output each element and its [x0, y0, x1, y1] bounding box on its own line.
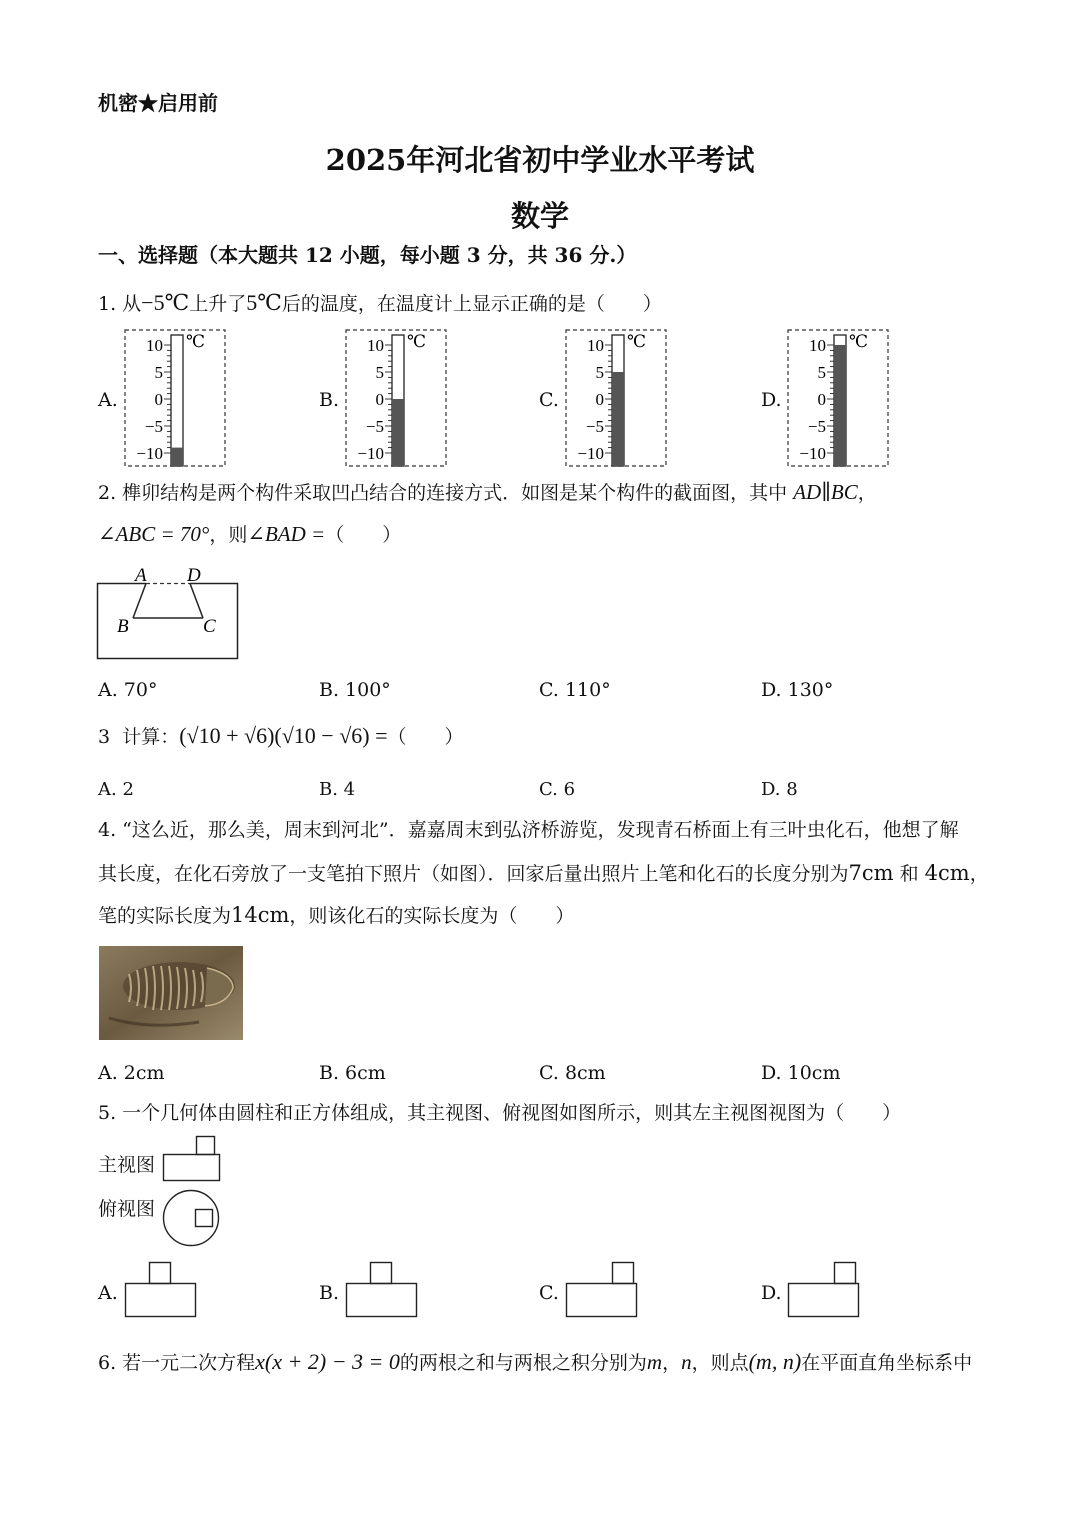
scale-label: 10: [587, 336, 604, 355]
label-B: B: [117, 616, 129, 637]
label-C: C: [203, 616, 216, 637]
q4-option-b[interactable]: B. 6cm: [319, 1062, 386, 1084]
secret-label: 机密★启用前: [98, 91, 218, 115]
q5-text: 5. 一个几何体由圆柱和正方体组成，其主视图、俯视图如图所示，则其左主视图视图为（ ）: [98, 1102, 902, 1124]
scale-label: 0: [375, 390, 384, 409]
q5-option-b-letter[interactable]: B.: [319, 1282, 340, 1304]
q2-line1: 2. 榫卯结构是两个构件采取凹凸结合的连接方式．如图是某个构件的截面图，其中 AD∥BC，: [98, 480, 877, 504]
unit-label: ℃: [186, 332, 206, 351]
scale-label: 10: [146, 336, 163, 355]
mercury-column: [171, 448, 183, 466]
q4-line3: 笔的实际长度为14cm，则该化石的实际长度为（ ）: [98, 903, 575, 927]
scale-label: 0: [154, 390, 163, 409]
top-view-figure: [162, 1188, 222, 1248]
scale-label: −10: [799, 444, 826, 463]
front-view-label: 主视图: [98, 1154, 156, 1176]
subject-title: 数学: [510, 199, 569, 233]
scale-label: −10: [357, 444, 384, 463]
q2-option-d[interactable]: D. 130°: [761, 679, 834, 701]
q3-text: 3 计算：(√10 + √6)(√10 − √6) =（ ）: [98, 723, 464, 748]
q4-line1: 4. “这么近，那么美，周末到河北”．嘉嘉周末到弘济桥游览，发现青石桥面上有三叶虫化石，他想了解: [98, 819, 959, 841]
q3-option-a[interactable]: A. 2: [98, 779, 134, 800]
q1-option-c-letter[interactable]: C.: [539, 389, 559, 411]
q1-option-d-letter[interactable]: D.: [761, 389, 782, 411]
label-D: D: [187, 565, 201, 586]
q5-option-d-letter[interactable]: D.: [761, 1282, 782, 1304]
q1-option-a-thermometer[interactable]: [124, 329, 228, 469]
scale-label: −10: [136, 444, 163, 463]
q5-option-a-letter[interactable]: A.: [98, 1282, 118, 1304]
q3-option-c[interactable]: C. 6: [539, 779, 576, 800]
scale-label: 5: [154, 363, 163, 382]
scale-label: 10: [809, 336, 826, 355]
q5-option-b-figure[interactable]: [345, 1260, 421, 1320]
mercury-column: [392, 399, 404, 466]
scale-label: −5: [585, 417, 604, 436]
q2-option-c[interactable]: C. 110°: [539, 679, 611, 701]
mercury-column: [612, 372, 624, 466]
q2-line2: ∠ABC = 70°，则∠BAD =（ ）: [98, 522, 402, 546]
scale-label: −5: [144, 417, 163, 436]
scale-label: 0: [817, 390, 826, 409]
scale-label: 10: [367, 336, 384, 355]
scale-label: 5: [595, 363, 604, 382]
q5-option-c-letter[interactable]: C.: [539, 1282, 559, 1304]
scale-label: 5: [817, 363, 826, 382]
q1-option-a-letter[interactable]: A.: [98, 389, 118, 411]
q1-text: 1. 从−5℃上升了5℃后的温度，在温度计上显示正确的是（ ）: [98, 290, 662, 315]
q1-option-d-thermometer[interactable]: [787, 329, 891, 469]
q1-option-b-thermometer[interactable]: [345, 329, 449, 469]
top-view-label: 俯视图: [98, 1198, 156, 1220]
scale-label: −5: [365, 417, 384, 436]
mercury-column: [834, 345, 846, 466]
q5-option-d-figure[interactable]: [787, 1260, 863, 1320]
q2-option-b[interactable]: B. 100°: [319, 679, 391, 701]
q2-figure: [96, 562, 242, 662]
q1-option-b-letter[interactable]: B.: [319, 389, 340, 411]
front-view-figure: [162, 1135, 222, 1183]
unit-label: ℃: [849, 332, 869, 351]
fossil-photo: [99, 946, 243, 1040]
scale-label: −5: [807, 417, 826, 436]
scale-label: 5: [375, 363, 384, 382]
q3-option-b[interactable]: B. 4: [319, 779, 356, 800]
q4-option-c[interactable]: C. 8cm: [539, 1062, 606, 1084]
q4-option-d[interactable]: D. 10cm: [761, 1062, 841, 1084]
q4-option-a[interactable]: A. 2cm: [98, 1062, 165, 1084]
q2-option-a[interactable]: A. 70°: [98, 679, 158, 701]
q6-text: 6. 若一元二次方程x(x + 2) − 3 = 0的两根之和与两根之积分别为m，n，则点(m, n)在平面直角坐标系中: [98, 1349, 973, 1374]
q4-line2: 其长度，在化石旁放了一支笔拍下照片（如图）．回家后量出照片上笔和化石的长度分别为7cm 和 4cm，: [98, 861, 989, 885]
label-A: A: [135, 565, 147, 586]
scale-label: 0: [595, 390, 604, 409]
q1-option-c-thermometer[interactable]: [565, 329, 669, 469]
scale-label: −10: [577, 444, 604, 463]
section-heading: 一、选择题（本大题共 12 小题，每小题 3 分，共 36 分.）: [98, 243, 637, 267]
exam-title: 2025年河北省初中学业水平考试: [325, 143, 755, 177]
q3-option-d[interactable]: D. 8: [761, 779, 798, 800]
q5-option-a-figure[interactable]: [124, 1260, 200, 1320]
unit-label: ℃: [627, 332, 647, 351]
unit-label: ℃: [407, 332, 427, 351]
q5-option-c-figure[interactable]: [565, 1260, 641, 1320]
